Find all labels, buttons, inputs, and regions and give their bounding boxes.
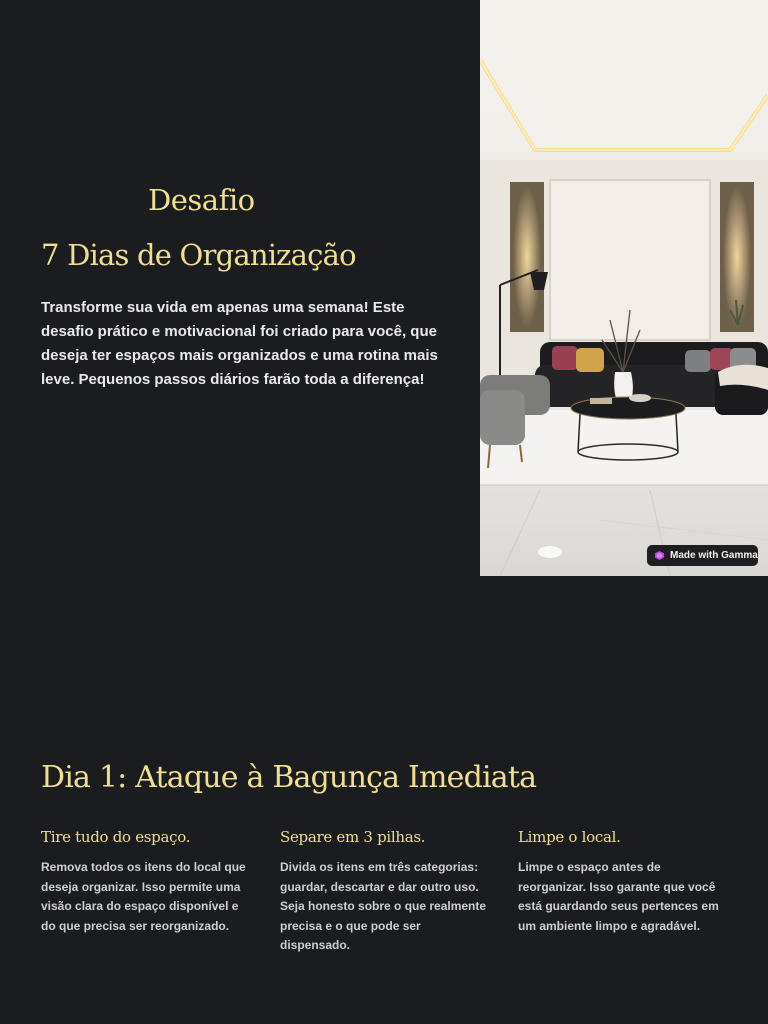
title-seven-days: 7 Dias de Organização bbox=[41, 238, 356, 272]
gamma-logo-icon bbox=[655, 551, 664, 560]
step-card-separate bbox=[280, 828, 492, 956]
step-body: Remova todos os itens do local que deseja organizar. Isso permite uma visão clara do espaço disponível e do que precisa ser reorganizado. bbox=[41, 860, 246, 933]
step-card-clean bbox=[518, 828, 730, 936]
made-with-gamma-badge[interactable] bbox=[647, 545, 758, 566]
step-body: Divida os itens em três categorias: guardar, descartar e dar outro uso. Seja honesto sobre o que realmente precisa e o que pode ser dispensado. bbox=[280, 860, 487, 952]
step-heading: Limpe o local. bbox=[518, 828, 621, 846]
day1-title: Dia 1: Ataque à Bagunça Imediata bbox=[41, 760, 537, 795]
step-body: Limpe o espaço antes de reorganizar. Isso garante que você está guardando seus pertences em um ambiente limpo e agradável. bbox=[518, 860, 719, 933]
title-desafio: Desafio bbox=[148, 183, 255, 217]
intro-paragraph: Transforme sua vida em apenas uma semana! Este desafio prático e motivacional foi criado para você, que deseja ter espaços mais organizados e uma rotina mais leve. Pequenos passos diários farão toda a diferença! bbox=[41, 299, 438, 388]
badge-label: Made with Gamma bbox=[670, 550, 758, 561]
step-card-remove bbox=[41, 828, 253, 936]
living-room-photo bbox=[480, 0, 768, 576]
step-heading: Separe em 3 pilhas. bbox=[280, 828, 426, 846]
step-heading: Tire tudo do espaço. bbox=[41, 828, 191, 846]
